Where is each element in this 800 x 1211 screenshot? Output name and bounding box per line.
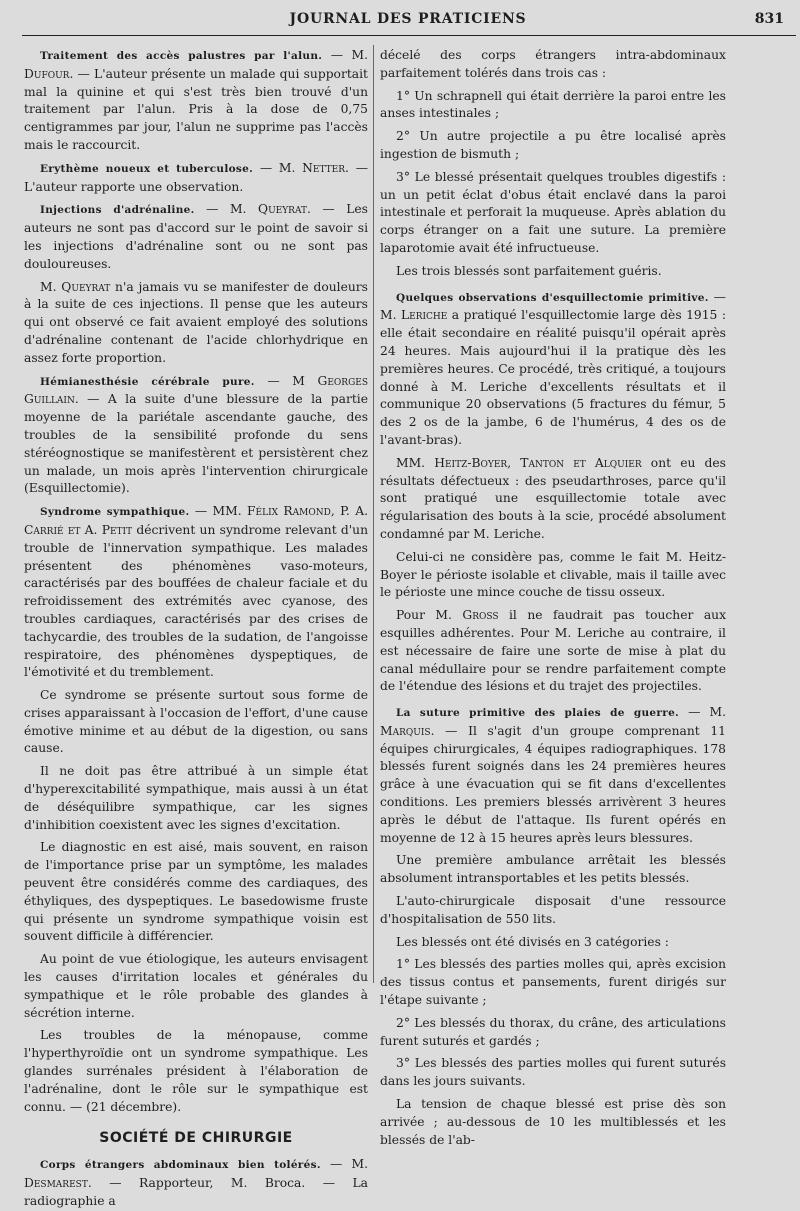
author-name: Leriche (400, 308, 448, 323)
article-heading: Quelques observations d'esquillectomie primitive. (396, 291, 709, 304)
paragraph: Le diagnostic en est aisé, mais souvent, en raison de l'importance prise par un symptôme, les malades peuvent être considérés comme des cardiaques, des éthyliques, des dyspeptiques. Le basedowisme fruste qui présente un syndrome sympathique voisin est souvent difficile à différencier. (24, 840, 368, 944)
article-syndrome: Syndrome sympathique. — MM. Félix Ramond, P. A. Carrié et A. Petit décrivent un syndrome relevant d'un trouble de l'innervation sympathique. Les malades présentent des phénomènes vaso-moteurs, caractérisés par des bouffées de chaleur faciale et du refroidissement des extrémités avec cyanose, des troubles cardiaques, caractérisés par des crises de tachycardie, des troubles de la sudation, de l'angoisse respiratoire, des phénomènes dyspeptiques, de l'émotivité et du tremblement. (24, 504, 368, 680)
paragraph: Il ne doit pas être attribué à un simple état d'hyperexcitabilité sympathique, mais aussi à un état de déséquilibre sympathique, car les signes d'inhibition coexistent avec les signes d'excitation. (24, 764, 368, 832)
paragraph: MM. Heitz-Boyer, Tanton et Alquier ont eu des résultats défectueux : des pseudarthroses, parce qu'il sont pratiqué une esquillectomie totale avec régularisation des bouts à la scie, procédé absolument condamné par M. Leriche. (380, 455, 726, 541)
paragraph: L'auto-chirurgicale disposait d'une ressource d'hospitalisation de 550 lits. (380, 894, 726, 926)
author-name: Netter (302, 160, 346, 175)
article-hemianesthesie: Hémianesthésie cérébrale pure. — M Georges Guillain. — A la suite d'une blessure de la partie moyenne de la pariétale ascendante gauche, des troubles de la sensibilité profonde du sens stéréognostique se manifestèrent et persistèrent chez un malade, un mois après l'intervention chirurgicale (Esquillectomie). (24, 373, 368, 496)
article-heading: Traitement des accès palustres par l'alun. (40, 50, 323, 62)
right-column (380, 47, 727, 1147)
paragraph: Ce syndrome se présente surtout sous forme de crises apparaissant à l'occasion de l'effort, d'une cause émotive minime et au début de la digestion, ou sans cause. (24, 688, 368, 756)
author-name: Gross (462, 608, 499, 623)
page-number: 831 (754, 11, 784, 27)
author-name: Desmarest (24, 1176, 88, 1191)
article-suture: La suture primitive des plaies de guerre. — M. Marquis. — Il s'agit d'un groupe comprenant 11 équipes chirurgicales, 4 équipes radiographiques. 178 blessés furent soignés dans les 24 premières heures grâce à une évacuation qui se fit dans d'excellentes conditions. Les premiers blessés arrivèrent 3 heures après le début de l'attaque. Ils furent opérés en moyenne de 12 à 15 heures après leurs blessures. (380, 705, 726, 845)
article-heading: Injections d'adrénaline. (40, 204, 195, 217)
author-name: Queyrat (258, 202, 307, 217)
list-item: 3° Les blessés des parties molles qui furent suturés dans les jours suivants. (380, 1056, 726, 1089)
article-heading: Syndrome sympathique. (40, 506, 190, 519)
article-corps-etrangers: Corps étrangers abdominaux bien tolérés. — M. Desmarest. — Rapporteur, M. Broca. — La radiographie a (24, 1157, 368, 1208)
author-name: Heitz-Boyer, Tanton et Alquier (434, 455, 642, 470)
author-name: Georges Guillain (24, 373, 368, 407)
article-heading: La suture primitive des plaies de guerre. (396, 707, 680, 720)
list-item: 2° Les blessés du thorax, du crâne, des articulations furent suturés et gardés ; (380, 1015, 726, 1048)
section-title: SOCIÉTÉ DE CHIRURGIE (99, 1130, 293, 1147)
paragraph: Une première ambulance arrêtait les blessés absolument intransportables et les petits blessés. (380, 853, 726, 886)
paragraph: Pour M. Gross il ne faudrait pas toucher aux esquilles adhérentes. Pour M. Leriche au contraire, il est nécessaire de faire une sorte de mise à plat du canal médullaire pour se rendre parfaitement compte de l'étendue des lésions et du trajet des projectiles. (380, 608, 727, 694)
column-divider (373, 45, 374, 983)
left-column (24, 47, 368, 1208)
author-name: Marquis (380, 723, 431, 738)
article-heading: Corps étrangers abdominaux bien tolérés. (40, 1159, 321, 1172)
paragraph: Au point de vue étiologique, les auteurs envisagent les causes d'irritation locales et générales du sympathique et le rôle probable des glandes à sécrétion interne. (24, 952, 368, 1020)
article-alun: Traitement des accès palustres par l'alun. — M. Dufour. — L'auteur présente un malade qui supportait mal la quinine et qui s'est très bien trouvé d'un traitement par l'alun. Pris à la dose de 0,75 centigrammes par jour, l'alun ne supprime pas l'accès mais le raccourcit. (24, 48, 368, 152)
paragraph: Celui-ci ne considère pas, comme le fait M. Heitz-Boyer le périoste isolable et clivable, mais il taille avec le périoste une mince couche de tissu osseux. (380, 549, 726, 600)
paragraph: Les trois blessés sont parfaitement guéris. (396, 263, 662, 278)
journal-title: JOURNAL DES PRATICIENS (289, 11, 527, 27)
author-name: Félix Ramond, P. A. Carrié et A. Petit (24, 504, 368, 537)
article-heading: Erythème noueux et tuberculose. (40, 162, 254, 175)
author-name: Queyrat (61, 279, 111, 294)
list-item: 1° Les blessés des parties molles qui, après excision des tissus contus et pansements, furent dirigés sur l'étape suivante ; (380, 957, 726, 1008)
paragraph: Les troubles de la ménopause, comme l'hyperthyroïdie ont un syndrome sympathique. Les glandes surrénales président à l'élaboration de l'adrénaline, dont le rôle sur le sympathique est connu. — (21 décembre). (24, 1028, 368, 1114)
paragraph: M. Queyrat n'a jamais vu se manifester de douleurs à la suite de ces injections. Il pense que les auteurs qui ont observé ce fait avaient employé des solutions d'adrénaline contenant de l'acide chlorhydrique en assez forte proportion. (24, 279, 368, 365)
article-injections: Injections d'adrénaline. — M. Queyrat. — Les auteurs ne sont pas d'accord sur le point de savoir si les injections d'adrénaline sont ou ne sont pas douloureuses. (24, 202, 368, 271)
article-erytheme: Erythème noueux et tuberculose. — M. Netter. — L'auteur rapporte une observation. (24, 160, 368, 194)
article-esquillectomie: Quelques observations d'esquillectomie primitive. — M. Leriche a pratiqué l'esquillectomie large dès 1915 : elle était secondaire en réalité puisqu'il opérait après 24 heures. Mais aujourd'hui il la pratique dès les premières heures. Ce procédé, très critiqué, a toujours donné à M. Leriche d'excellents résultats et il communique 20 observations (5 fractures du fémur, 5 des 2 os de la jambe, 6 de l'humérus, 4 des os de l'avant-bras). (380, 289, 726, 447)
list-item: 1° Un schrapnell qui était derrière la paroi entre les anses intestinales ; (380, 88, 726, 121)
list-item: 3° Le blessé présentait quelques troubles digestifs : un un petit éclat d'obus était enclavé dans la paroi intestinale et perforait la muqueuse. Après ablation du corps étranger on a fait une suture. La première laparotomie avait été infructueuse. (380, 169, 726, 255)
list-item: 2° Un autre projectile a pu être localisé après ingestion de bismuth ; (380, 129, 726, 161)
paragraph: La tension de chaque blessé est prise dès son arrivée ; au-dessous de 10 les multiblessés et les blessés de l'ab- (380, 1097, 726, 1147)
author-name: Dufour (24, 66, 70, 81)
header-rule (22, 35, 796, 36)
running-header (22, 11, 794, 35)
paragraph: décelé des corps étrangers intra-abdominaux parfaitement tolérés dans trois cas : (380, 48, 726, 80)
article-heading: Hémianesthésie cérébrale pure. (40, 375, 255, 388)
paragraph: Les blessés ont été divisés en 3 catégories : (396, 934, 669, 949)
